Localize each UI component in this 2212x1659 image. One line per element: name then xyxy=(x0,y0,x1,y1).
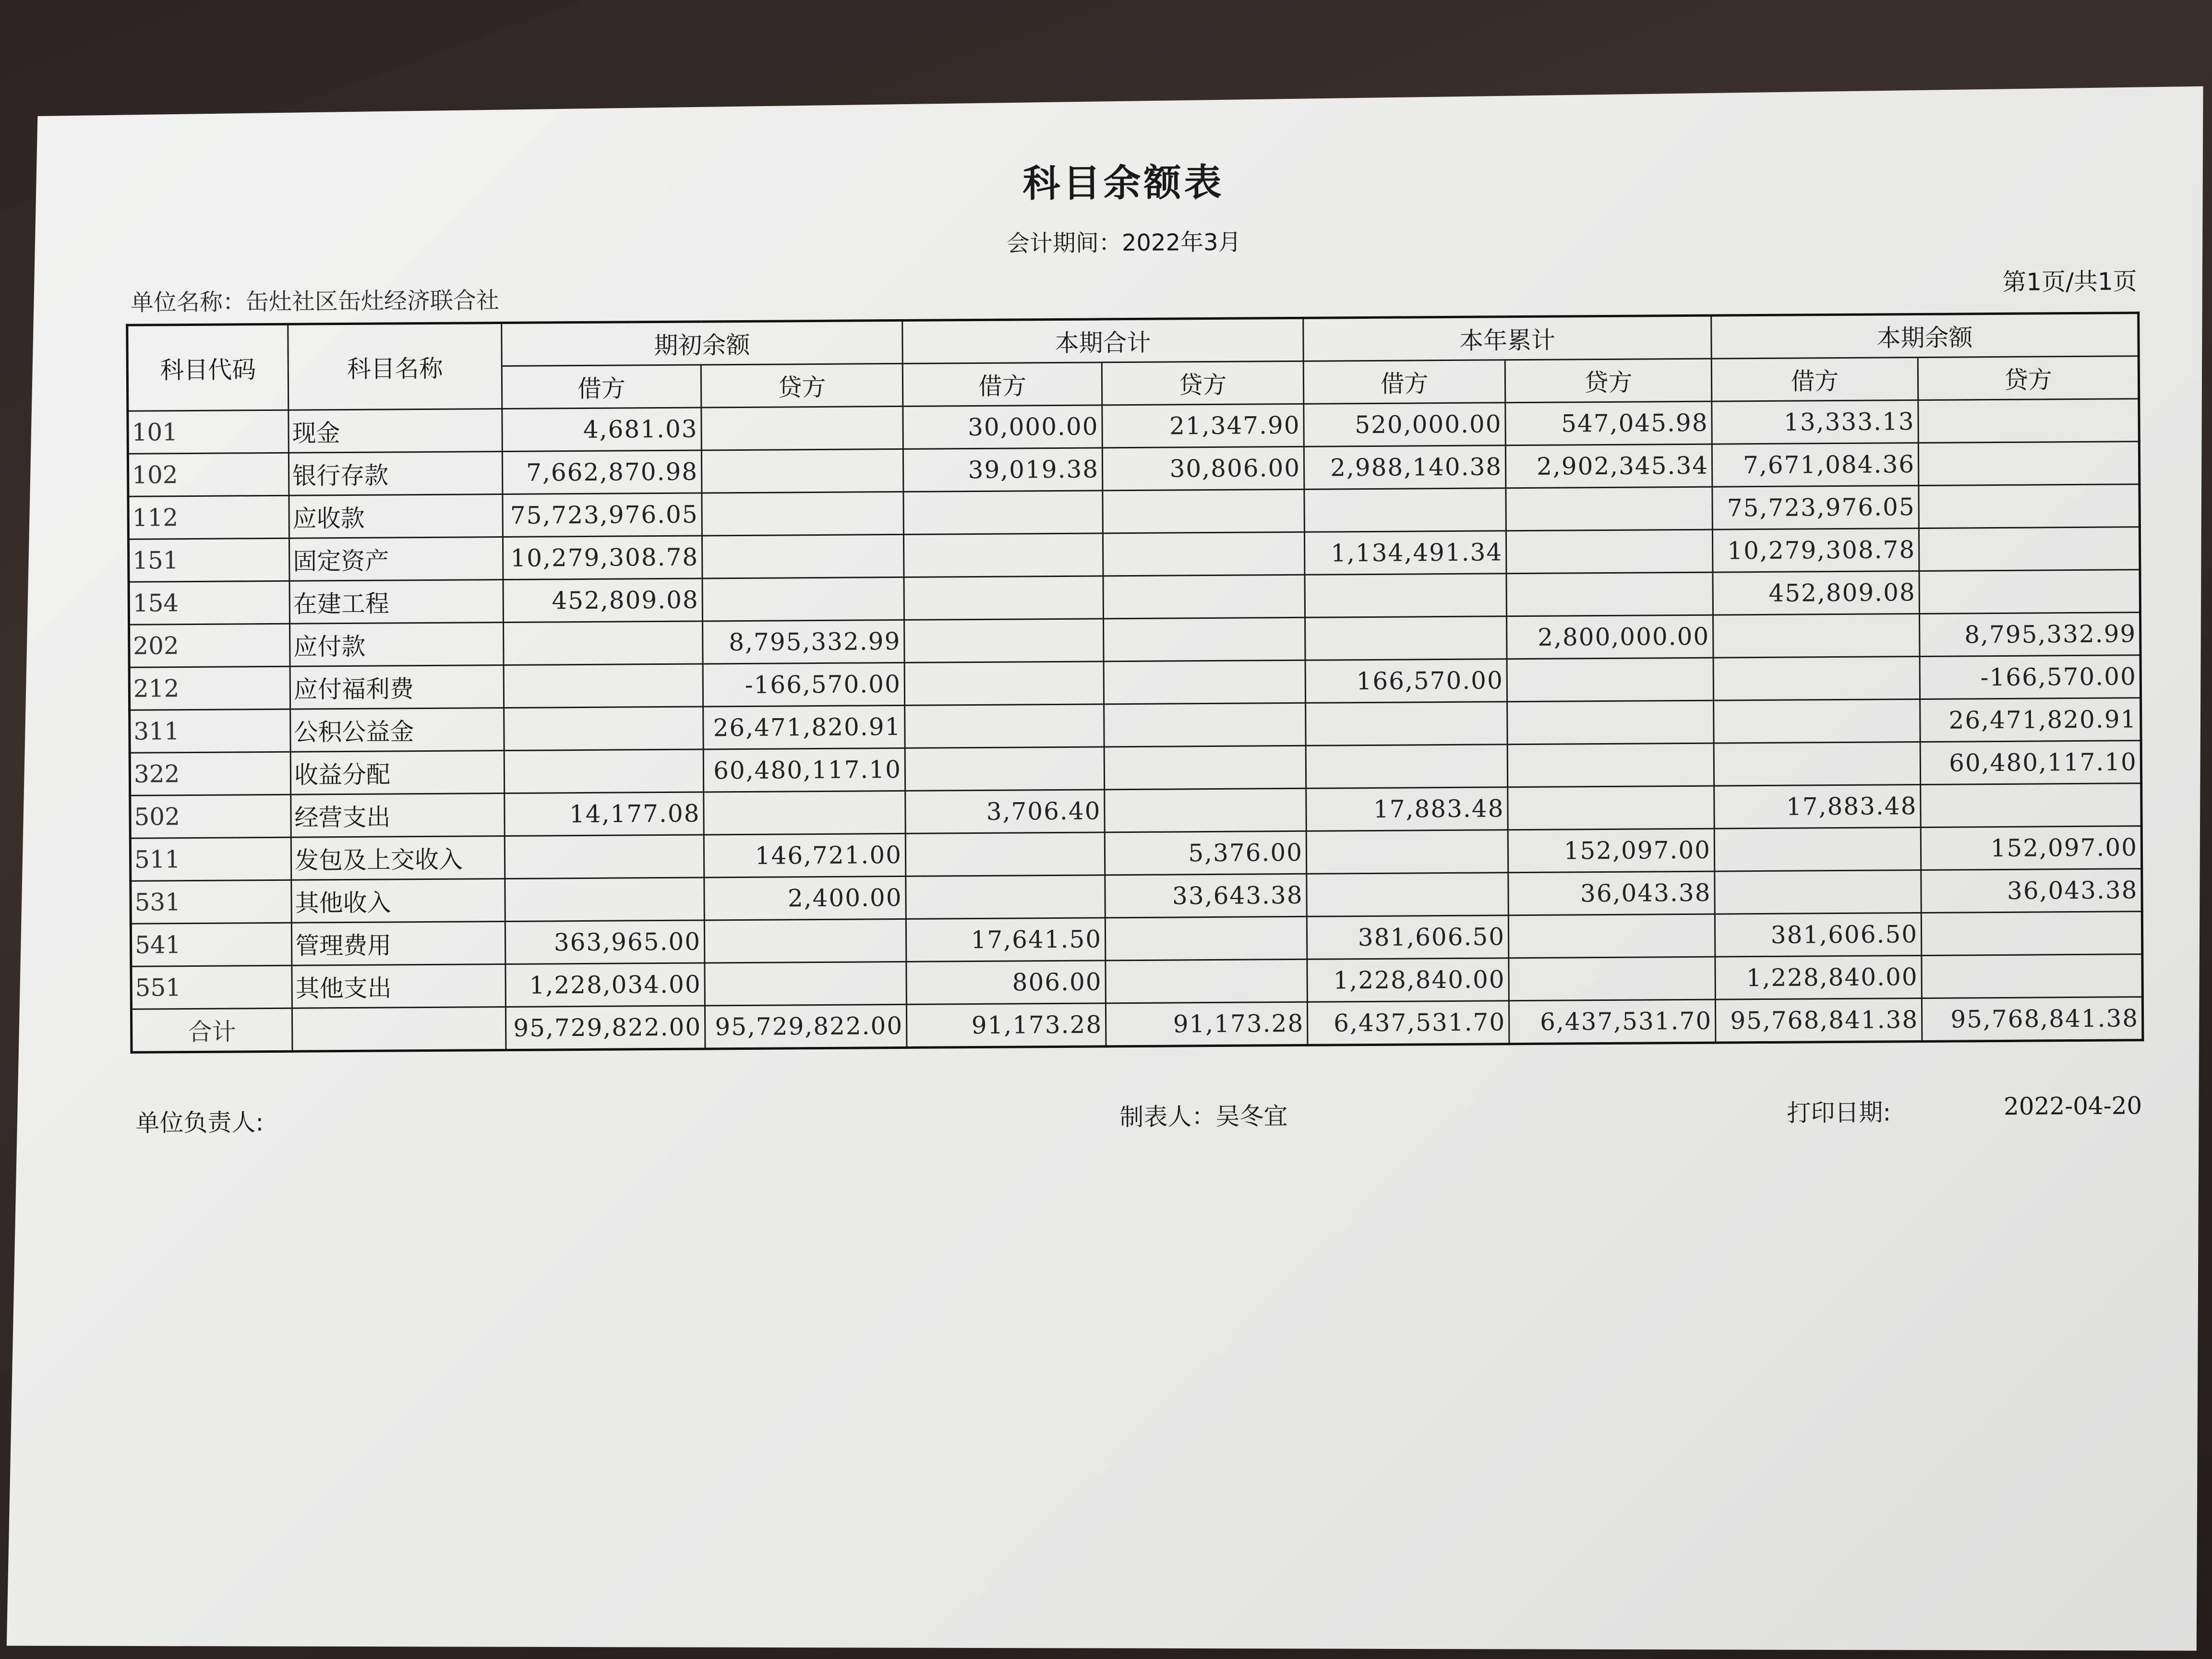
amount-cell: 146,721.00 xyxy=(704,833,906,878)
amount-cell xyxy=(1105,788,1307,832)
amount-cell: 1,228,840.00 xyxy=(1307,958,1509,1002)
amount-cell xyxy=(1509,957,1716,1001)
total-amount-cell: 91,173.28 xyxy=(1106,1002,1308,1046)
account-code: 541 xyxy=(131,923,292,966)
amount-cell xyxy=(1921,783,2142,828)
amount-cell: 806.00 xyxy=(906,961,1106,1005)
amount-cell xyxy=(1104,660,1306,704)
amount-cell xyxy=(1506,529,1713,574)
amount-cell: 452,809.08 xyxy=(1713,571,1920,615)
amount-cell xyxy=(1103,489,1305,533)
amount-cell: -166,570.00 xyxy=(1920,655,2141,699)
amount-cell: 2,902,345.34 xyxy=(1505,444,1712,488)
amount-cell: 60,480,117.10 xyxy=(1920,741,2141,785)
amount-cell: 520,000.00 xyxy=(1304,403,1506,447)
table-body xyxy=(128,399,2143,1053)
header-group-closing: 本期余额 xyxy=(1711,313,2139,359)
total-amount-cell: 95,729,822.00 xyxy=(505,1006,705,1050)
amount-cell: 75,723,976.05 xyxy=(1712,486,1919,530)
amount-cell xyxy=(1507,743,1714,787)
unit-leader-label: 单位负责人: xyxy=(135,1108,264,1137)
amount-cell xyxy=(1715,870,1922,914)
header-credit: 贷方 xyxy=(701,363,903,408)
total-amount-cell: 95,768,841.38 xyxy=(1715,998,1922,1043)
account-code: 322 xyxy=(130,752,291,795)
amount-cell: 14,177.08 xyxy=(505,792,704,836)
amount-cell: 3,706.40 xyxy=(905,790,1105,834)
total-amount-cell: 95,768,841.38 xyxy=(1922,997,2143,1042)
amount-cell: 2,988,140.38 xyxy=(1304,445,1506,490)
total-amount-cell: 91,173.28 xyxy=(906,1003,1106,1048)
amount-cell: 452,809.08 xyxy=(503,578,703,623)
amount-cell xyxy=(504,749,704,793)
amount-cell xyxy=(906,875,1106,919)
account-name: 管理费用 xyxy=(291,922,505,966)
amount-cell: 30,806.00 xyxy=(1102,446,1304,491)
amount-cell: 363,965.00 xyxy=(505,920,705,964)
header-code: 科目代码 xyxy=(127,324,289,411)
amount-cell xyxy=(504,664,703,708)
amount-cell: 39,019.38 xyxy=(903,448,1103,492)
account-code: 102 xyxy=(128,453,289,496)
amount-cell: 5,376.00 xyxy=(1105,831,1307,875)
account-code: 551 xyxy=(131,965,292,1009)
amount-cell xyxy=(504,621,703,665)
amount-cell xyxy=(704,919,906,963)
amount-cell xyxy=(905,832,1105,877)
amount-cell: 8,795,332.99 xyxy=(703,620,905,664)
header-debit: 借方 xyxy=(502,365,701,409)
amount-cell xyxy=(1305,574,1507,618)
amount-cell xyxy=(1304,488,1506,532)
header-credit: 贷方 xyxy=(1918,356,2139,400)
amount-cell: 547,045.98 xyxy=(1505,401,1712,445)
amount-cell xyxy=(1106,959,1308,1003)
account-name: 公积公益金 xyxy=(290,708,505,752)
amount-cell xyxy=(1918,399,2140,443)
amount-cell: 7,662,870.98 xyxy=(502,450,702,494)
amount-cell: 1,228,840.00 xyxy=(1715,955,1922,999)
amount-cell xyxy=(1103,532,1305,576)
amount-cell: 60,480,117.10 xyxy=(703,748,905,792)
amount-cell xyxy=(1921,912,2142,956)
amount-cell xyxy=(905,747,1105,791)
amount-cell xyxy=(1306,702,1508,746)
amount-cell xyxy=(1714,827,1921,871)
header-credit: 贷方 xyxy=(1102,361,1304,405)
account-code: 151 xyxy=(128,538,289,582)
account-name: 发包及上交收入 xyxy=(291,836,505,880)
amount-cell xyxy=(1306,830,1508,874)
amount-cell: 26,471,820.91 xyxy=(1920,698,2141,742)
total-name-cell xyxy=(292,1007,506,1052)
amount-cell: 36,043.38 xyxy=(1921,869,2142,913)
amount-cell xyxy=(705,962,907,1006)
amount-cell xyxy=(504,707,704,751)
amount-cell: 36,043.38 xyxy=(1508,871,1715,915)
amount-cell xyxy=(1713,613,1920,658)
amount-cell: 166,570.00 xyxy=(1305,659,1507,703)
amount-cell xyxy=(1918,442,2140,486)
account-code: 511 xyxy=(130,837,291,881)
total-amount-cell: 6,437,531.70 xyxy=(1307,1001,1509,1046)
amount-cell xyxy=(1508,914,1715,958)
amount-cell: 2,400.00 xyxy=(704,876,906,920)
amount-cell xyxy=(1919,484,2140,529)
amount-cell xyxy=(1714,699,1921,743)
amount-cell xyxy=(1713,656,1920,700)
amount-cell xyxy=(904,576,1104,620)
amount-cell xyxy=(702,492,904,536)
amount-cell xyxy=(701,449,903,493)
amount-cell xyxy=(1104,617,1306,661)
amount-cell xyxy=(1104,745,1306,790)
account-name: 经营支出 xyxy=(291,793,505,838)
amount-cell xyxy=(702,577,904,621)
amount-cell xyxy=(1305,616,1507,661)
amount-cell: 10,279,308.78 xyxy=(503,536,702,580)
account-code: 154 xyxy=(129,581,290,625)
amount-cell xyxy=(1103,575,1305,619)
account-code: 212 xyxy=(129,666,290,710)
header-credit: 贷方 xyxy=(1505,359,1712,403)
amount-cell xyxy=(1306,745,1508,789)
amount-cell xyxy=(1506,572,1713,616)
amount-cell xyxy=(704,791,906,835)
amount-cell: 381,606.50 xyxy=(1307,915,1509,960)
amount-cell: 4,681.03 xyxy=(502,408,702,452)
account-name: 在建工程 xyxy=(289,580,504,624)
header-debit: 借方 xyxy=(1303,360,1505,404)
amount-cell: 1,228,034.00 xyxy=(505,963,705,1007)
amount-cell: 152,097.00 xyxy=(1508,829,1715,873)
amount-cell xyxy=(1922,954,2143,998)
amount-cell xyxy=(1104,703,1306,747)
account-code: 531 xyxy=(131,880,292,924)
amount-cell: 21,347.90 xyxy=(1102,404,1304,448)
header-group-period: 本期合计 xyxy=(902,318,1304,363)
amount-cell xyxy=(1919,570,2140,614)
amount-cell: 17,883.48 xyxy=(1306,787,1508,831)
amount-cell xyxy=(1507,700,1714,745)
amount-cell xyxy=(903,533,1103,577)
page-info: 第1页/共1页 xyxy=(2002,267,2137,296)
print-date-label: 打印日期: xyxy=(1787,1098,1891,1127)
amount-cell: -166,570.00 xyxy=(703,662,905,707)
account-name: 应付福利费 xyxy=(290,665,504,709)
accounting-period: 会计期间：2022年3月 xyxy=(1006,228,1241,257)
amount-cell xyxy=(1508,786,1715,830)
amount-cell xyxy=(903,491,1103,535)
total-amount-cell: 95,729,822.00 xyxy=(705,1004,907,1049)
amount-cell: 13,333.13 xyxy=(1712,400,1919,445)
header-debit: 借方 xyxy=(1711,358,1918,402)
account-name: 应收款 xyxy=(289,494,503,539)
amount-cell xyxy=(1506,487,1713,531)
amount-cell xyxy=(904,619,1104,663)
print-date: 2022-04-20 xyxy=(2003,1092,2142,1120)
amount-cell xyxy=(701,406,903,450)
amount-cell xyxy=(1919,527,2140,571)
amount-cell: 33,643.38 xyxy=(1105,874,1307,918)
amount-cell: 8,795,332.99 xyxy=(1919,613,2140,657)
amount-cell xyxy=(1105,916,1307,961)
header-name: 科目名称 xyxy=(288,323,502,410)
amount-cell xyxy=(905,704,1105,748)
amount-cell: 17,883.48 xyxy=(1714,784,1921,829)
account-name: 固定资产 xyxy=(289,537,503,581)
amount-cell: 381,606.50 xyxy=(1715,913,1922,957)
account-code: 101 xyxy=(128,410,289,454)
amount-cell xyxy=(1307,873,1509,917)
balance-table xyxy=(126,312,2144,1054)
preparer: 制表人：吴冬宜 xyxy=(1119,1102,1288,1131)
amount-cell: 2,800,000.00 xyxy=(1507,615,1714,659)
amount-cell: 75,723,976.05 xyxy=(503,493,702,537)
amount-cell xyxy=(505,835,704,879)
total-label: 合计 xyxy=(131,1008,292,1052)
header-debit: 借方 xyxy=(902,362,1102,407)
account-name: 现金 xyxy=(289,409,503,453)
unit-name: 单位名称：缶灶社区缶灶经济联合社 xyxy=(130,287,500,316)
report-title: 科目余额表 xyxy=(1022,161,1225,206)
total-amount-cell: 6,437,531.70 xyxy=(1509,999,1716,1044)
amount-cell: 17,641.50 xyxy=(906,918,1106,962)
account-name: 银行存款 xyxy=(289,452,503,496)
header-group-opening: 期初余额 xyxy=(502,320,903,366)
amount-cell: 26,471,820.91 xyxy=(703,705,905,749)
amount-cell: 10,279,308.78 xyxy=(1712,529,1919,573)
amount-cell: 152,097.00 xyxy=(1921,826,2142,870)
amount-cell xyxy=(1507,658,1714,702)
account-name: 其他支出 xyxy=(292,964,506,1009)
amount-cell xyxy=(702,534,904,578)
amount-cell: 7,671,084.36 xyxy=(1712,443,1919,487)
account-code: 311 xyxy=(130,709,291,753)
amount-cell: 30,000.00 xyxy=(903,405,1103,449)
amount-cell: 1,134,491.34 xyxy=(1304,531,1506,575)
amount-cell xyxy=(505,878,705,922)
amount-cell xyxy=(904,661,1104,706)
account-name: 应付款 xyxy=(290,623,504,667)
account-code: 202 xyxy=(129,624,290,667)
header-group-ytd: 本年累计 xyxy=(1303,315,1712,361)
account-name: 其他收入 xyxy=(291,879,505,923)
amount-cell xyxy=(1714,742,1921,786)
account-code: 502 xyxy=(130,794,291,838)
account-name: 收益分配 xyxy=(290,751,505,795)
account-code: 112 xyxy=(128,495,289,539)
